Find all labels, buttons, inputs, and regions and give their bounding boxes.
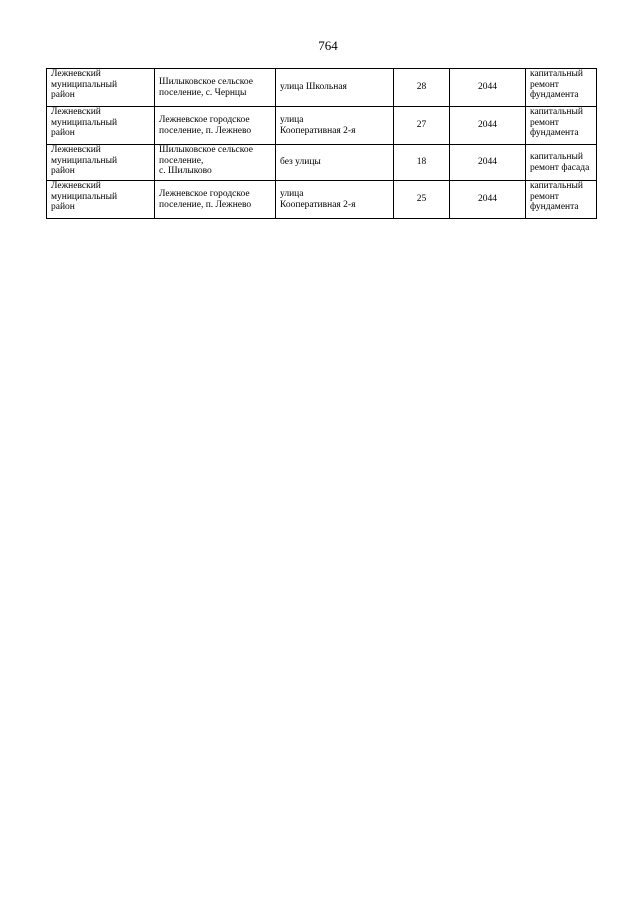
year-cell: 2044 <box>450 145 526 181</box>
street-cell: улица Кооперативная 2-я <box>276 107 394 145</box>
table-row <box>47 107 597 145</box>
housing-repair-table <box>46 68 597 219</box>
street-cell: улица Школьная <box>276 69 394 107</box>
house-number-cell: 25 <box>394 181 450 219</box>
settlement-cell: Шилыковское сельское поселение, с. Шилыково <box>155 145 276 181</box>
work-type-cell: капитальный ремонт фундамента <box>526 181 597 219</box>
district-cell: Лежневский муниципальный район <box>47 181 155 219</box>
work-type-cell: капитальный ремонт фасада <box>526 145 597 181</box>
settlement-cell: Лежневское городское поселение, п. Лежнево <box>155 107 276 145</box>
house-number-cell: 28 <box>394 69 450 107</box>
year-cell: 2044 <box>450 69 526 107</box>
table-row <box>47 69 597 107</box>
year-cell: 2044 <box>450 107 526 145</box>
district-cell: Лежневский муниципальный район <box>47 107 155 145</box>
work-type-cell: капитальный ремонт фундамента <box>526 69 597 107</box>
settlement-cell: Лежневское городское поселение, п. Лежнево <box>155 181 276 219</box>
house-number-cell: 27 <box>394 107 450 145</box>
page-number: 764 <box>318 38 338 53</box>
table-row <box>47 181 597 219</box>
table-row <box>47 145 597 181</box>
year-cell: 2044 <box>450 181 526 219</box>
street-cell: улица Кооперативная 2-я <box>276 181 394 219</box>
district-cell: Лежневский муниципальный район <box>47 69 155 107</box>
settlement-cell: Шилыковское сельское поселение, с. Чернцы <box>155 69 276 107</box>
district-cell: Лежневский муниципальный район <box>47 145 155 181</box>
work-type-cell: капитальный ремонт фундамента <box>526 107 597 145</box>
house-number-cell: 18 <box>394 145 450 181</box>
street-cell: без улицы <box>276 145 394 181</box>
